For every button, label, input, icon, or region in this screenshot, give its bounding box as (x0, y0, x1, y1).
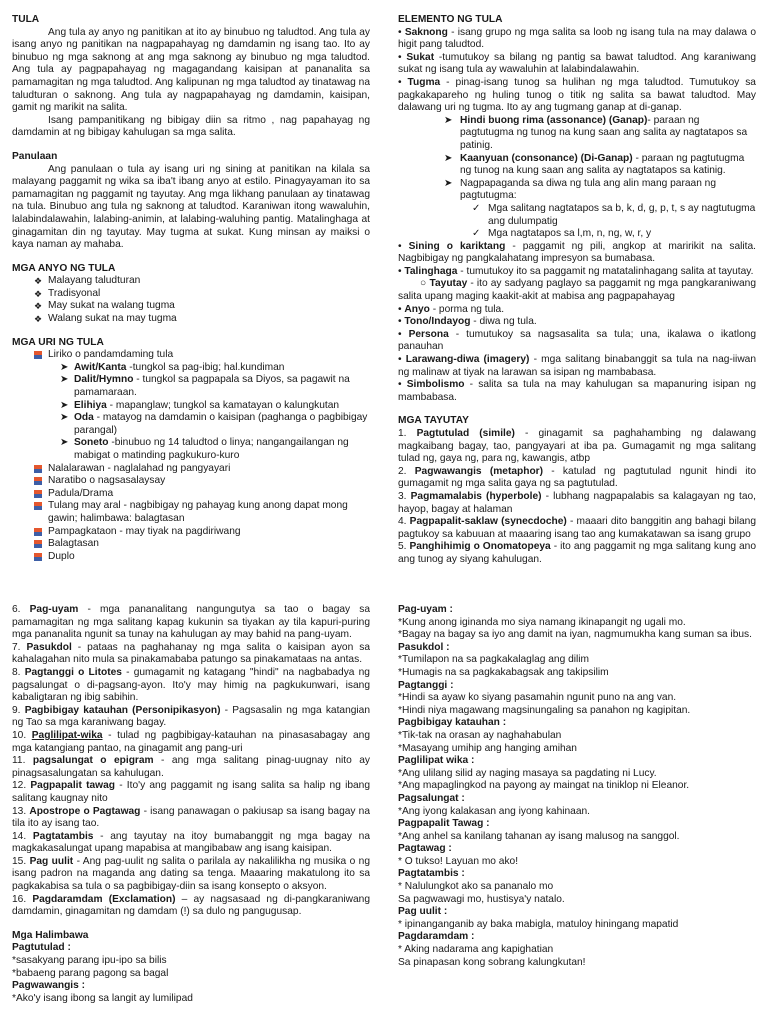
example-line: *Masayang umihip ang hanging amihan (398, 742, 577, 754)
element-talinghaga: • Talinghaga - tumutukoy ito sa paggamit ng matatalinhagang salita at tayutay. (398, 265, 754, 277)
example-title: Pagbibigay katauhan : (398, 717, 507, 729)
element-tono: • Tono/Indayog - diwa ng tula. (398, 316, 537, 328)
example-title: Pag uulit : (398, 906, 448, 918)
tayutay-item: 8. Pagtanggi o Litotes - gumagamit ng katagang "hindi" na nagbabadya ng pagsalungat o di-pagsang-ayon. Ito'y may himig na pagkukunwari, isang kabaligtaran ng ibig sabihin. (12, 666, 370, 704)
example-line: *Ang anhel sa kanilang tahanan ay isang malusog na sanggol. (398, 830, 680, 842)
list-item: ➤ Elihiya - mapanglaw; tungkol sa kamatayan o kalungkutan (60, 399, 340, 411)
halimbawa-column (398, 604, 756, 1024)
elemento-heading: ELEMENTO NG TULA (398, 14, 503, 25)
tayutay-item: 3. Pagmamalabis (hyperbole) - lubhang nagpapalabis sa kalagayan ng tao, hayop, bagay at halaman (398, 490, 756, 515)
diamond-bullet-icon: ❖ (34, 301, 43, 312)
example-line: *Ang iyong kalakasan ang iyong kahinaan. (398, 805, 591, 817)
list-item: ❖ Tradisyonal (34, 287, 101, 299)
example-line: *sasakyang parang ipu-ipo sa bilis (12, 955, 167, 967)
element-larawang-diwa: • Larawang-diwa (imagery) - mga salitang binabanggit sa tula na nag-iiwan ng malinaw at tiyak na larawan sa isipan ng mambabasa. (398, 354, 756, 378)
list-item: ✓ Mga salitang nagtatapos sa b, k, d, g, p, t, s ay nagtutugma ang dulumpatig (472, 202, 756, 227)
elemento-column (398, 14, 756, 567)
example-line: *Ang ulilang silid ay naging masaya sa pagdating ni Lucy. (398, 767, 657, 779)
arrow-bullet-icon: ➤ (60, 399, 69, 411)
list-item: Naratibo o nagsasalaysay (12, 475, 370, 488)
tayutay-item: 16. Pagdaramdam (Exclamation) – ay nagsasaad ng di-pangkaraniwang damdamin, ginagamitan ng damdam (!) sa dulo ng pangugusap. (12, 893, 370, 918)
list-item: Liriko o pandamdaming tula (12, 349, 370, 362)
example-line: * ipinanganganib ay baka mabigla, matuloy hiningang mapatid (398, 918, 679, 930)
element-saknong: • Saknong - isang grupo ng mga salita sa loob ng isang tula na may dalawa o higit pang taludtod. (398, 26, 756, 51)
list-item: ➤ Awit/Kanta -tungkol sa pag-ibig; hal.kundiman (60, 361, 285, 373)
example-line: Sa pinapasan kong sobrang kalungkutan! (398, 956, 586, 968)
check-icon: ✓ (472, 202, 481, 214)
tayutay-item: 4. Pagpapalit-saklaw (synecdoche) - maaari dito banggitin ang bahagi bilang pagtukoy sa kabuuan at maaaring isang tao ang kumakatawan sa isang grupo (398, 516, 756, 540)
example-line: *Tik-tak na orasan ay naghahabulan (398, 729, 562, 741)
flag-bullet-icon (34, 540, 42, 548)
example-line: *Bagay na bagay sa iyo ang damit na iyan, nagmumukha kang suman sa ibus. (398, 629, 752, 641)
tayutay-item: 9. Pagbibigay katauhan (Personipikasyon) - Pagsasalin ng mga katangian ng Tao sa mga karaniwang bagay. (12, 704, 370, 729)
list-item: ❖ May sukat na walang tugma (34, 300, 175, 312)
example-line: *Kung anong iginanda mo siya namang ikinapangit ng ugali mo. (398, 616, 686, 628)
list-item: ➤ Nagpapaganda sa diwa ng tula ang alin mang paraan ng pagtutugma: (444, 177, 717, 202)
list-item: ➤ Hindi buong rima (assonance) (Ganap)- paraan ng pagtutugma ng tunog na kung saan ang salita ay nagtatapos sa patinig. (444, 114, 748, 151)
arrow-bullet-icon: ➤ (444, 152, 453, 164)
list-item: ➤ Kaanyuan (consonance) (Di-Ganap) - paraan ng pagtutugma ng tunog na kung saan ang salita ay nagtatapos sa katinig. (444, 152, 745, 177)
example-line: *Ang mapaglingkod na payong ay maingat na tiniklop ni Eleanor. (398, 780, 690, 792)
tula-heading: TULA (12, 14, 40, 25)
example-title: Pag-uyam : (398, 604, 453, 615)
example-title: Pasukdol : (398, 641, 450, 653)
example-title: Pagtanggi : (398, 679, 454, 691)
flag-bullet-icon (34, 528, 42, 536)
tayutay-item: 10. Paglilipat-wika - tulad ng pagbibigay-katauhan na pinasasabagay ang mga katangiang pantao, na ginagamit ang pang-uri (12, 729, 370, 754)
tayutay-item: 14. Pagtatambis - ang tayutay na itoy bumabanggit ng mga bagay na magkakasalungat upang mapabisa at mangibabaw ang isang kaisipan. (12, 830, 370, 855)
flag-bullet-icon (34, 477, 42, 485)
flag-bullet-icon (34, 553, 42, 561)
tayutay-continued-column (12, 604, 370, 1024)
example-title: Pagtawag : (398, 843, 452, 855)
element-anyo: • Anyo - porma ng tula. (398, 303, 505, 315)
example-line: Sa pagwawagi mo, hustisya'y natalo. (398, 893, 565, 905)
tula-column (12, 14, 370, 563)
example-line: * Nalulungkot ako sa pananalo mo (398, 881, 554, 893)
halimbawa-heading: Mga Halimbawa (12, 929, 89, 941)
example-line: *babaeng parang pagong sa bagal (12, 967, 169, 979)
flag-bullet-icon (34, 351, 42, 359)
element-persona: • Persona - tumutukoy sa nagsasalita sa tula; una, ikalawa o ikatlong panauhan (398, 328, 756, 353)
example-line: * O tukso! Layuan mo ako! (398, 855, 519, 867)
element-tayutay: ○ Tayutay - ito ay sadyang paglayo sa paggamit ng mga pangkaraniwang salita upang maging kaakit-akit at mabisa ang pagpapahayag (398, 278, 756, 303)
uri-heading: MGA URI NG TULA (12, 336, 104, 348)
anyo-heading: MGA ANYO NG TULA (12, 262, 116, 274)
diamond-bullet-icon: ❖ (34, 276, 43, 287)
arrow-bullet-icon: ➤ (444, 114, 453, 126)
flag-bullet-icon (34, 465, 42, 473)
circle-bullet-icon: ○ (420, 278, 430, 290)
element-sining: • Sining o kariktang - paggamit ng pili, angkop at maririkit na salita. Nagbibigay ng pangkalahatang impresyon sa bumabasa. (398, 240, 756, 265)
flag-bullet-icon (34, 502, 42, 510)
arrow-bullet-icon: ➤ (60, 361, 69, 373)
list-item: Duplo (12, 551, 370, 564)
list-item: Nalalarawan - naglalahad ng pangyayari (12, 463, 370, 476)
example-line: *Tumilapon na sa pagkakalaglag ang dilim (398, 654, 590, 666)
tayutay-item: 13. Apostrope o Pagtawag - isang panawagan o pakiusap sa isang bagay na tila ito ay isang tao. (12, 805, 370, 830)
list-item: ➤ Oda - matayog na damdamin o kaisipan (paghanga o pagbibigay parangal) (60, 412, 368, 436)
element-sukat: • Sukat -tumutukoy sa bilang ng pantig sa bawat taludtod. Ang karaniwang sukat ng isang tula ay wawaluhin at lalabindalawahin. (398, 51, 756, 76)
arrow-bullet-icon: ➤ (60, 374, 69, 386)
list-item: Padula/Drama (12, 488, 370, 501)
example-title: Paglilipat wika : (398, 755, 475, 767)
example-title: Pagtatambis : (398, 868, 465, 880)
panulaan-paragraph: Ang panulaan o tula ay isang uri ng sining at panitikan na kilala sa malayang paggamit ng wika sa iba't ibang anyo at estilo. Pinagyayaman ito sa pamamagitan ng paggamit ng tayutay. Ang mga likhang panulaan ay tinatawag na tula. Binubuo ang tula ng saknong at taludtod. Karaniwan itong wawaluhin, lalabindalawahin, lalabing-animin, at lalabing-waluhing pantig. Matalinghaga at ginagamitan din ng tayutay. May tugma at sukat. Kung minsan ay maiksi o kaya naman ay mahaba. (12, 163, 370, 251)
tula-paragraph-1: Ang tula ay anyo ng panitikan at ito ay binubuo ng taludtod. Ang tula ay isang anyo ng panitikan na nagpapahayag ng damdamin ng isang tao. Ito ay binubuo ng mga saknong at ang mga saknong ay binubuo ng mga taludtod. Ang tula ay pagpapahayag ng magagandang kaisipan at pananalita sa pamamagitan ng mga taludtod. Ang kalipunan ng mga taludtod ay tinatawag na taludturan o saknong. Ang tula ay nagpapahayag ng damdamin, kaisipan, gamit ng marikit na salita. (12, 26, 370, 114)
list-item: Pampagkataon - may tiyak na pagdiriwang (12, 526, 370, 539)
tayutay-item: 15. Pag uulit - Ang pag-uulit ng salita o parilala ay nakalilikha ng musika o ng isang padron na maganda ang dating sa tenga. Maaaring makatulong ito sa pagkakabisa sa tula o sa pagbibigay-diin sa isang konsepto o aksyon. (12, 855, 370, 893)
example-title: Pagtutulad : (12, 942, 71, 954)
example-line: *Humagis na sa pagkakabagsak ang takipsilim (398, 666, 609, 678)
tayutay-item: 7. Pasukdol - pataas na paghahanay ng mga salita o kaisipan ayon sa kahalagahan nito mula sa pinakamababa patungo sa pinakamataas na antas. (12, 641, 370, 666)
example-line: *Hindi sa ayaw ko siyang pasamahin ngunit puno na ang van. (398, 692, 677, 704)
tayutay-item: 5. Panghihimig o Onomatopeya - ito ang paggamit ng mga salitang kung ano ang tunog ay siyang kahulugan. (398, 541, 756, 565)
check-icon: ✓ (472, 228, 481, 240)
anyo-list (12, 275, 370, 325)
example-line: *Ako'y isang ibong sa langit ay lumilipad (12, 992, 193, 1004)
arrow-bullet-icon: ➤ (60, 437, 69, 449)
uri-list (12, 349, 370, 563)
tula-paragraph-2: Isang pampanitikang ng bibigay diin sa ritmo , nag papahayag ng damdamin at ng bibigay kahulugan sa mga salita. (12, 114, 370, 139)
element-simbolismo: • Simbolismo - salita sa tula na may kahulugan sa mapanuring isipan ng mambabasa. (398, 379, 756, 403)
tayutay-item: 1. Pagtutulad (simile) - ginagamit sa paghahambing ng dalawang magkaibang bagay, tao, pangyayari at iba pa. Gumagamit ng mga salitang tulad ng, gaya ng, para ng, kawangis, atbp (398, 428, 756, 465)
list-item: Balagtasan (12, 538, 370, 551)
example-title: Pagpapalit Tawag : (398, 818, 490, 830)
example-title: Pagsalungat : (398, 792, 465, 804)
diamond-bullet-icon: ❖ (34, 314, 43, 325)
element-tugma: • Tugma - pinag-isang tunog sa hulihan ng mga taludtod. Tumutukoy sa pagkakapareho ng huling tunog o titik ng salita sa bawat taludtod. May dalawang uri ng tugma. Ito ay ang tugmang ganap at di-ganap. (398, 76, 756, 114)
example-title: Pagdaramdam : (398, 931, 475, 943)
arrow-bullet-icon: ➤ (60, 412, 69, 424)
list-item: ✓ Mga nagtatapos sa l,m, n, ng, w, r, y (472, 228, 652, 240)
list-item: ❖ Walang sukat na may tugma (34, 313, 177, 325)
tayutay-item: 11. pagsalungat o epigram - ang mga salitang pinag-uugnay nito ay pinagsasalungatan sa kahulugan. (12, 755, 370, 779)
flag-bullet-icon (34, 490, 42, 498)
panulaan-heading: Panulaan (12, 150, 58, 162)
list-item: ➤ Dalit/Hymno - tungkol sa pagpapala sa Diyos, sa pagawit na pamamaraan. (60, 374, 350, 399)
example-title: Pagwawangis : (12, 980, 86, 992)
example-line: *Hindi niya magawang magsinungaling sa panahon ng kagipitan. (398, 704, 691, 716)
tayutay-item: 12. Pagpapalit tawag - Ito'y ang paggamit ng isang salita sa halip ng ibang salitang kaugnay nito (12, 780, 370, 804)
example-line: * Aking nadarama ang kapighatian (398, 944, 554, 956)
list-item: ❖ Malayang taludturan (34, 275, 141, 287)
list-item: ➤ Soneto -binubuo ng 14 taludtod o linya; nangangailangan ng mabigat o matinding pagkukuro-kuro (60, 437, 349, 461)
tayutay-item: 2. Pagwawangis (metaphor) - katulad ng pagtutulad ngunit hindi ito gumagamit ng mga salita gaya ng sa pagtutulad. (398, 465, 756, 490)
diamond-bullet-icon: ❖ (34, 288, 43, 299)
tayutay-item: 6. Pag-uyam - mga pananalitang nangungutya sa tao o bagay sa pamamagitan ng mga salitang kapag kukunin sa tiyakan ay tila kapuri-puring mga pananalita ngunit sa tunay na kahulugan ay may bahid na pang-uyam. (12, 604, 370, 641)
arrow-bullet-icon: ➤ (444, 177, 453, 189)
tayutay-heading: MGA TAYUTAY (398, 415, 469, 427)
list-item: Tulang may aral - nagbibigay ng pahayag kung anong dapat mong gawin; halimbawa: balagtasan (12, 500, 370, 525)
